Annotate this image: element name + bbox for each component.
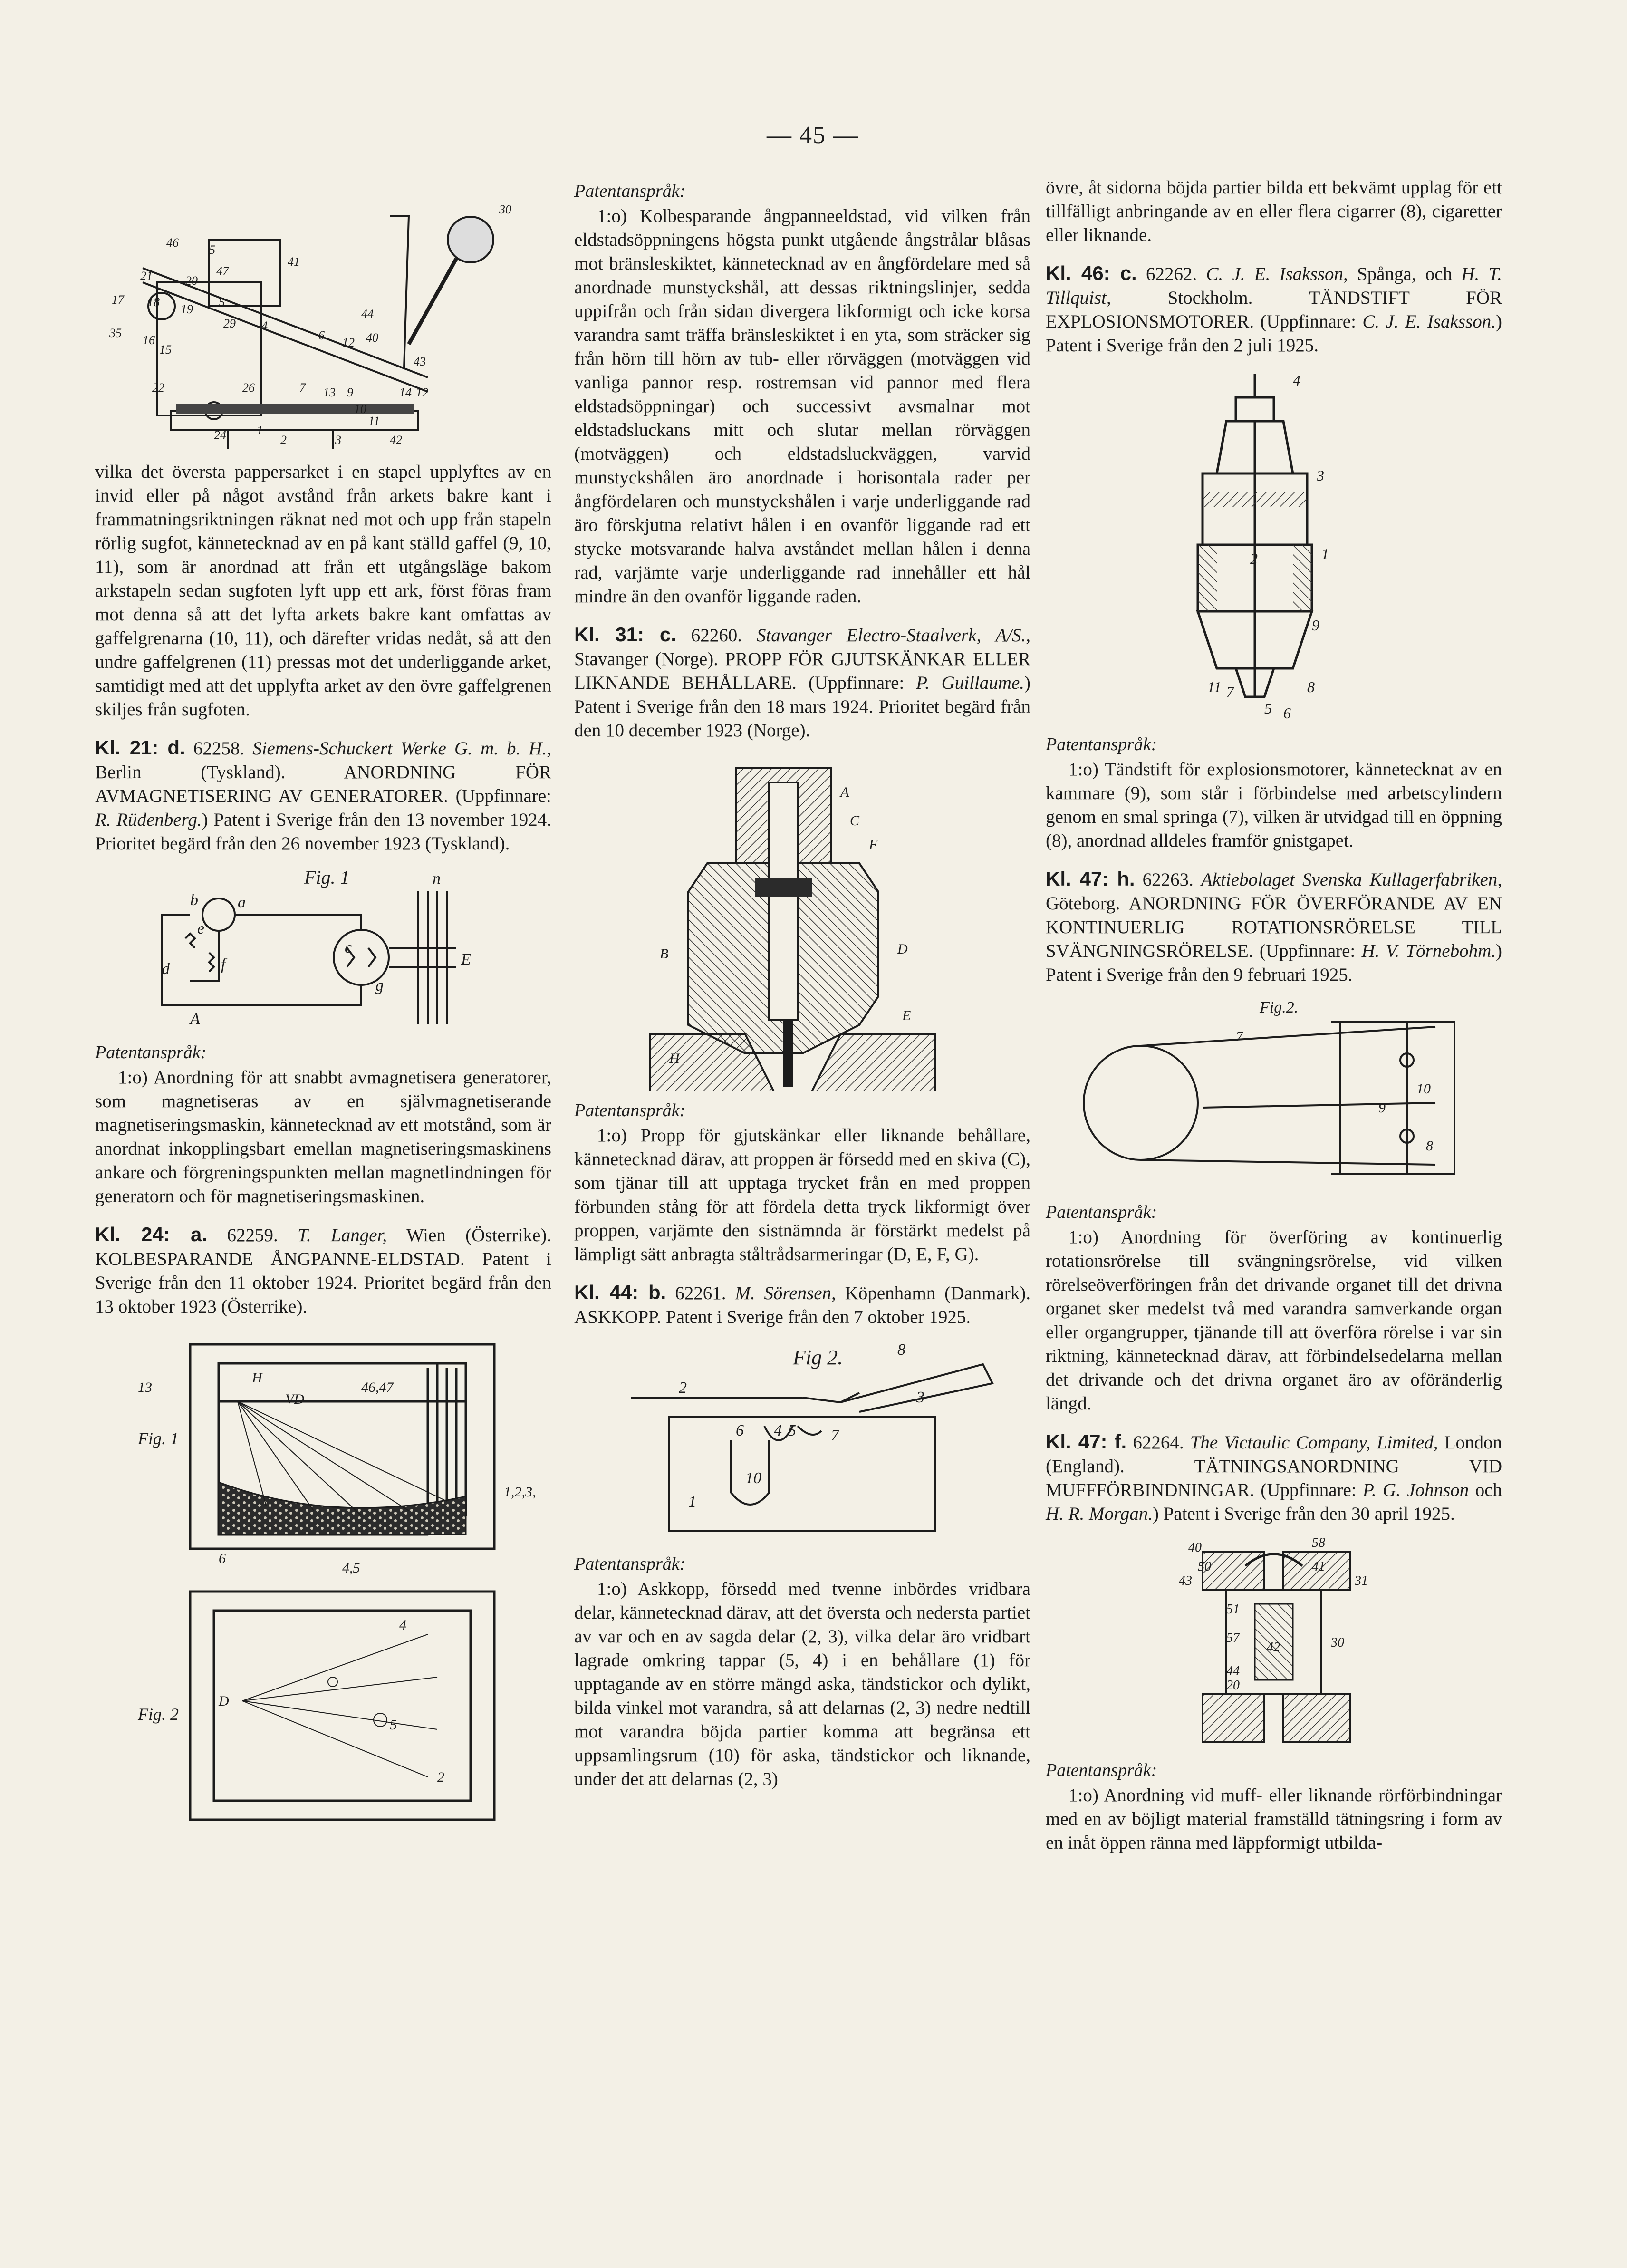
class-label: Kl. 21: d. <box>95 736 185 759</box>
boiler-furnace-figure <box>95 1325 551 1829</box>
label-H: H <box>669 1051 680 1066</box>
label-5: 5 <box>390 1717 397 1733</box>
label-43: 43 <box>1179 1573 1192 1588</box>
label-3: 3 <box>335 433 341 447</box>
entry-text: Spånga, och <box>1357 264 1453 284</box>
class-label: Kl. 47: h. <box>1046 868 1135 890</box>
patent-entry-62260 <box>574 623 1030 743</box>
applicant: Siemens-Schuckert Werke G. m. b. H., <box>252 738 552 759</box>
label-13: 13 <box>138 1380 152 1395</box>
label-42: 42 <box>1267 1640 1280 1655</box>
label-20: 20 <box>1226 1678 1240 1693</box>
label-d: d <box>162 960 170 978</box>
label-4: 4 <box>261 319 268 333</box>
claim-text: 1:o) Kolbesparande ångpanneeldstad, vid vilken från eldstadsöppningens högsta punkt utgående ångstrålar blåsas mot bränsleskiktet, kännetecknad av en ångfördelare med så anordnade munstyckshål, att dessas riktningslinjer, sedda uppifrån och från sidan divergera likformigt och icke korsa varandra samt träffa bränsleskiktet i en yta, som sträcker sig från hörn till hörn av tub- eller rörväggen (motväggen vid vanliga pannor resp. rostremsan vid pannor med flera eldstadsöppningar) och successivt avsmalnar mot eldstadsluckans mitt och slutar mellan rörväggen (motväggen) och eldstadsluckväggen, varvid munstyckshålen äro anordnade i horisontala rader per ångfördelaren och munstyckshålen i varje underliggande rad äro förskjutna relativt hålen i en ovanför liggande rad ett stycke motsvarande halva avståndet mellan hålen i denna rad, varjämte varje underliggande rad innehåller ett hål mindre än den ovanför liggande raden. <box>574 206 1030 607</box>
column-2 <box>574 181 1030 1791</box>
label-2: 2 <box>1250 550 1258 567</box>
patent-number: 62259. <box>227 1225 278 1245</box>
inventor: R. Rüdenberg. <box>95 810 202 830</box>
entry-text: Stavanger (Norge). PROPP FÖR GJUTSKÄNKAR ELLER LIKNANDE BEHÅLLARE. (Uppfinnare: <box>574 649 1030 693</box>
label-42: 42 <box>390 433 402 447</box>
label-24: 24 <box>214 428 226 442</box>
applicant: Stavanger Electro-Staalverk, A/S., <box>756 625 1030 646</box>
label-19: 19 <box>181 302 193 316</box>
label-7: 7 <box>299 381 306 395</box>
inventor: P. G. Johnson <box>1363 1480 1469 1500</box>
label-VD: VD <box>285 1391 304 1407</box>
applicant: Aktiebolaget Svenska Kullagerfabriken, <box>1201 869 1502 890</box>
label-45: 4,5 <box>342 1560 360 1576</box>
label-18: 18 <box>147 295 160 309</box>
entry-text: Berlin (Tyskland). ANORDNING FÖR AVMAGNETISERING AV GENERATORER. (Uppfinnare: <box>95 762 551 806</box>
page-number: — 45 — <box>767 122 859 149</box>
claim-heading: Patentanspråk: <box>574 1100 686 1120</box>
label-8: 8 <box>1426 1138 1433 1154</box>
class-label: Kl. 24: a. <box>95 1223 208 1245</box>
label-9: 9 <box>347 386 353 399</box>
claim-text: 1:o) Anordning vid muff- eller liknande rörförbindningar med en av böjligt material framställd tätningsring i form av en inåt öppen ränna med läppformigt utbilda- <box>1046 1785 1502 1853</box>
applicant: T. Langer, <box>298 1225 387 1245</box>
label-12: 12 <box>342 336 355 349</box>
spark-plug-figure <box>1046 364 1502 725</box>
ashtray-figure <box>574 1336 1030 1545</box>
label-29: 29 <box>223 317 236 330</box>
label-41: 41 <box>288 255 300 269</box>
label-44: 44 <box>1226 1664 1240 1679</box>
patent-entry-62258 <box>95 736 551 856</box>
label-4: 4 <box>399 1617 406 1633</box>
continuation-text: vilka det översta pappersarket i en stapel upplyftes av en invid eller på något avstånd från arkets bakre kant i frammatningsriktningen räknat ned mot och upp från stapeln rörlig sugfot, kännetecknad av en på kant ställd gaffel (9, 10, 11), som är anordnad att från ett utgångsläge bakom arkstapeln sedan sugfoten lyft upp ett ark, först föras fram mot denna så att det lyfta arkets bakre kant omfattas av gaffelgrenarna (10, 11), och därefter vridas nedåt, så att den undre gaffelgrenen (11) pressas mot det underliggande arket, samtidigt med att det upplyfta arket av den övre gaffelgrenen skiljes från sugfoten. <box>95 462 551 720</box>
label-26: 26 <box>242 381 255 395</box>
label-A: A <box>840 784 849 800</box>
applicant: C. J. E. Isaksson, <box>1206 264 1348 284</box>
label-58: 58 <box>1312 1535 1325 1550</box>
label-7: 7 <box>831 1427 839 1444</box>
label-51: 51 <box>1226 1602 1240 1617</box>
patent-entry-62264 <box>1046 1430 1502 1526</box>
patent-number: 62261. <box>675 1283 726 1303</box>
inventor: C. J. E. Isaksson. <box>1362 311 1496 332</box>
label-7: 7 <box>1226 683 1234 700</box>
label-30: 30 <box>1331 1635 1344 1650</box>
patent-number: 62262. <box>1146 264 1197 284</box>
label-5: 5 <box>209 243 215 257</box>
applicant-2: H. T. Tillquist, <box>1046 264 1502 308</box>
label-1: 1 <box>1321 545 1329 562</box>
column-3 <box>1046 176 1502 1855</box>
label-22: 22 <box>152 381 164 395</box>
patent-number: 62264. <box>1133 1432 1184 1453</box>
label-47: 47 <box>216 264 229 278</box>
label-31: 31 <box>1355 1573 1368 1588</box>
ashtray-fig-title: Fig 2. <box>793 1346 843 1369</box>
claim-heading: Patentanspråk: <box>1046 1202 1157 1222</box>
boiler-fig1-title: Fig. 1 <box>138 1429 179 1448</box>
demagnetization-circuit-figure <box>95 862 551 1033</box>
label-5: 5 <box>1264 700 1272 717</box>
label-15: 15 <box>159 343 172 357</box>
entry-text-2: ) Patent i Sverige från den 13 november 1924. Prioritet begärd från den 26 november 1923 (Tyskland). <box>95 810 551 854</box>
label-2: 2 <box>280 433 287 447</box>
label-n: n <box>433 870 441 888</box>
label-41: 41 <box>1312 1559 1325 1574</box>
mech-fig-title: Fig.2. <box>1260 999 1299 1016</box>
label-g: g <box>375 977 384 994</box>
inventor: H. V. Törnebohm. <box>1361 941 1496 961</box>
label-7: 7 <box>1236 1029 1243 1044</box>
label-e: e <box>197 920 205 937</box>
claim-text: 1:o) Anordning för överföring av kontinuerlig rotationsrörelse till svängningsrörelse, vid vilken rörelseöverföringen från det drivande organet till det drivna organet sker medelst två med varandra samverkande organ eller organgrupper, tjänande till att överföra rörelse i var sin riktning, kännetecknad därav, att förbindelsedelarna mellan det drivande och det drivna organet äro av oföränderlig längd. <box>1046 1227 1502 1414</box>
label-1: 1 <box>257 424 263 437</box>
label-40: 40 <box>366 331 378 345</box>
inventor-2: H. R. Morgan. <box>1046 1504 1153 1524</box>
claim-heading: Patentanspråk: <box>1046 734 1157 754</box>
class-label: Kl. 44: b. <box>574 1281 666 1303</box>
pipe-coupling-figure <box>1046 1533 1502 1751</box>
label-A: A <box>190 1010 200 1028</box>
label-46: 46 <box>166 236 179 250</box>
suction-feeder-figure <box>95 187 551 454</box>
label-6: 6 <box>219 1551 226 1566</box>
label-6: 6 <box>736 1422 744 1439</box>
continuation-text: övre, åt sidorna böjda partier bilda ett bekvämt upplag för ett tillfälligt anbringande av en eller flera cigarrer (8), cigaretter eller liknande. <box>1046 177 1502 245</box>
label-4: 4 <box>1293 372 1300 389</box>
class-label: Kl. 31: c. <box>574 623 676 646</box>
applicant: The Victaulic Company, Limited, <box>1190 1432 1438 1453</box>
label-4647: 46,47 <box>361 1380 394 1395</box>
label-2: 2 <box>679 1379 687 1397</box>
label-35: 35 <box>109 326 122 340</box>
entry-text-3: ) Patent i Sverige från den 2 juli 1925. <box>1046 311 1502 356</box>
label-57: 57 <box>1226 1631 1240 1645</box>
label-b: b <box>190 891 198 909</box>
label-13: 13 <box>323 386 336 399</box>
patent-entry-62261 <box>574 1281 1030 1329</box>
patent-entry-62259 <box>95 1223 551 1319</box>
claim-text: 1:o) Tändstift för explosionsmotorer, kännetecknat av en kammare (9), som står i förbindelse med arbetscylindern genom en smal springa (7), vilken är utvidgad till en öppning (8), anordnad alldeles framför gnistgapet. <box>1046 759 1502 851</box>
label-4: 4 <box>774 1422 782 1439</box>
patent-number: 62263. <box>1142 869 1194 890</box>
label-21: 21 <box>140 269 153 283</box>
label-a: a <box>238 894 246 911</box>
label-f: f <box>221 955 226 973</box>
label-D: D <box>219 1693 229 1709</box>
label-E: E <box>902 1008 911 1023</box>
label-10: 10 <box>745 1469 761 1487</box>
label-11: 11 <box>368 414 380 428</box>
entry-text-2: och <box>1475 1480 1502 1500</box>
entry-text: Wien (Österrike). KOLBESPARANDE ÅNGPANNE-ELDSTAD. Patent i Sverige från den 11 oktober 1924. Prioritet begärd från den 13 oktober 1923 (Österrike). <box>95 1225 552 1317</box>
label-5b: 5 <box>219 295 225 309</box>
patent-number: 62258. <box>193 738 245 759</box>
label-5: 5 <box>788 1422 796 1439</box>
label-B: B <box>660 946 669 962</box>
entry-text: London (England). TÄTNINGSANORDNING VID MUFFFÖRBINDNINGAR. (Uppfinnare: <box>1046 1432 1502 1500</box>
entry-text: Köpenhamn (Danmark). ASKKOPP. Patent i Sverige från den 7 oktober 1925. <box>574 1283 1030 1327</box>
claim-heading: Patentanspråk: <box>574 1554 686 1574</box>
label-9: 9 <box>1312 617 1319 634</box>
applicant: M. Sörensen, <box>735 1283 836 1303</box>
entry-text-2: ) Patent i Sverige från den 9 februari 1925. <box>1046 941 1502 985</box>
label-44: 44 <box>361 307 374 321</box>
column-1 <box>95 181 551 1836</box>
claim-heading: Patentanspråk: <box>95 1042 207 1062</box>
label-10: 10 <box>354 402 366 416</box>
label-43: 43 <box>414 355 426 368</box>
claim-text: 1:o) Askkopp, försedd med tvenne inbördes vridbara delar, kännetecknad därav, att det översta och nedersta partiet av var och en av sagda delar (2, 3), vilka delar äro vridbart lagrade omkring tappar (5, 4) i en behållare (1) för upptagande av en större mängd aska, tändstickor och dylikt, bilda vinkel mot varandra, så att delarnas (2, 3) nedre nedtill mot varandra böjda partier komma att begränsa ett uppsamlingsrum (10) för aska, tändstickor och liknande, under det att delarnas (2, 3) <box>574 1579 1030 1789</box>
label-10: 10 <box>1416 1081 1431 1097</box>
label-14: 14 <box>399 386 412 399</box>
label-6: 6 <box>1283 705 1291 722</box>
label-1: 1 <box>688 1493 696 1511</box>
oscillation-mechanism-figure <box>1046 994 1502 1193</box>
label-20: 20 <box>185 274 198 288</box>
label-30: 30 <box>499 203 511 216</box>
label-16: 16 <box>143 333 155 347</box>
entry-text-2: Stockholm. TÄNDSTIFT FÖR EXPLOSIONSMOTORER. (Uppfinnare: <box>1046 288 1502 332</box>
label-6: 6 <box>318 328 325 342</box>
claim-heading: Patentanspråk: <box>574 181 686 201</box>
label-D: D <box>897 941 908 957</box>
label-2: 2 <box>437 1769 444 1785</box>
label-8: 8 <box>897 1341 905 1359</box>
label-123: 1,2,3, <box>504 1484 536 1500</box>
label-8: 8 <box>1307 678 1315 695</box>
class-label: Kl. 46: c. <box>1046 262 1137 284</box>
label-17: 17 <box>112 293 124 307</box>
inventor: P. Guillaume. <box>916 673 1024 693</box>
label-H: H <box>252 1370 262 1386</box>
label-50: 50 <box>1198 1559 1211 1574</box>
boiler-fig2-title: Fig. 2 <box>138 1705 179 1724</box>
patent-entry-62262 <box>1046 261 1502 357</box>
patent-number: 62260. <box>691 625 742 646</box>
label-C: C <box>850 813 860 829</box>
entry-text-2: ) Patent i Sverige från den 18 mars 1924. Prioritet begärd från den 10 december 1923 (Norge). <box>574 673 1030 741</box>
label-c: c <box>345 939 352 956</box>
label-40: 40 <box>1188 1540 1202 1555</box>
label-3: 3 <box>1317 467 1324 484</box>
patent-entry-62263 <box>1046 867 1502 987</box>
class-label: Kl. 47: f. <box>1046 1430 1127 1453</box>
label-9: 9 <box>1378 1100 1386 1116</box>
label-12b: 12 <box>416 386 428 399</box>
ladle-stopper-figure <box>574 749 1030 1091</box>
label-3: 3 <box>916 1389 924 1406</box>
label-11: 11 <box>1207 678 1222 695</box>
claim-text: 1:o) Propp för gjutskänkar eller liknande behållare, kännetecknad därav, att proppen är försedd med en skiva (C), som tjänar till att upptaga trycket från en med proppen förbunden stång för att fördela detta tryck likformigt över proppen, varjämte den sistnämnda är förstärkt medelst på lämpligt sätt anbragta ståltrådsarmeringar (D, E, F, G). <box>574 1125 1030 1264</box>
entry-text: Göteborg. ANORDNING FÖR ÖVERFÖRANDE AV EN KONTINUERLIG ROTATIONSRÖRELSE TILL SVÄNGNINGSRÖRELSE. (Uppfinnare: <box>1046 893 1502 961</box>
label-F: F <box>869 837 878 852</box>
claim-text: 1:o) Anordning för att snabbt avmagnetisera generatorer, som magnetiseras av en självmagnetiserande magnetiseringsmaskin, kännetecknad av ett motstånd, som är anordnat inkopplingsbart emellan magnetiseringsmaskinens ankare och förgreningspunkten mellan magnetlindningen för generatorn och för magnetiseringsmaskinen. <box>95 1067 551 1206</box>
claim-heading: Patentanspråk: <box>1046 1760 1157 1780</box>
label-E: E <box>461 951 471 968</box>
entry-text-3: ) Patent i Sverige från den 30 april 1925. <box>1152 1504 1455 1524</box>
fig1-title: Fig. 1 <box>304 867 350 888</box>
